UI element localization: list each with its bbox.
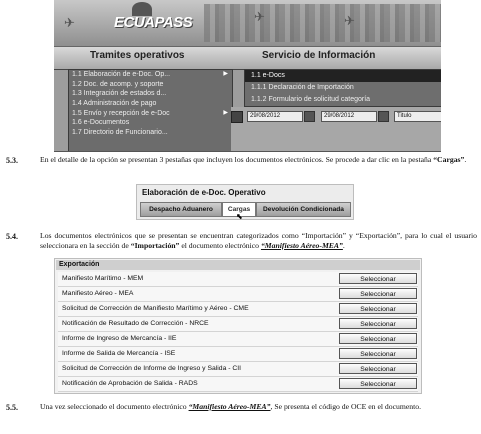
section-number: 5.4.	[6, 232, 18, 241]
table-row	[58, 377, 418, 392]
tab-servicio-informacion[interactable]: Servicio de Información	[262, 50, 376, 61]
tab-despacho-aduanero[interactable]: Despacho Aduanero	[140, 202, 222, 217]
select-button[interactable]: Seleccionar	[339, 363, 417, 374]
section-number: 5.3.	[6, 156, 18, 165]
menu-item-label: 1.1 Elaboración de e-Doc. Op...	[72, 71, 171, 78]
menu-item[interactable]	[69, 89, 232, 99]
section-paragraph	[40, 155, 477, 165]
main-tabs	[54, 46, 441, 70]
airplane-icon: ✈	[344, 14, 355, 29]
airplane-icon: ✈	[254, 10, 265, 25]
table-row	[58, 272, 418, 287]
menu-item[interactable]	[69, 109, 232, 119]
date-to-field[interactable]: 29/08/2012	[321, 111, 377, 122]
section-number: 5.5.	[6, 403, 18, 412]
submenu-item-edocs[interactable]: 1.1 e-Docs	[245, 70, 441, 82]
document-label: Informe de Ingreso de Mercancía - IIE	[62, 335, 177, 342]
menu-item-label: 1.4 Administración de pago	[72, 100, 157, 108]
table-row	[58, 287, 418, 302]
panel-title: Elaboración de e-Doc. Operativo	[142, 188, 266, 197]
menu-item-label: 1.6 e-Documentos	[72, 119, 130, 127]
airplane-icon: ✈	[64, 16, 75, 31]
paragraph-emphasis: “Cargas”	[433, 155, 465, 164]
ecuapass-logo: ECUAPASS	[114, 14, 193, 31]
paragraph-text: En el detalle de la opción se presentan 3 pestañas que incluyen los documentos electrónicos. Se procede a dar clic en la pestaña	[40, 155, 434, 164]
section-paragraph	[40, 231, 477, 250]
calendar-icon[interactable]	[304, 111, 315, 122]
document-name-emphasis: “Manifiesto Aéreo-MEA”	[260, 240, 343, 250]
ecuapass-banner	[54, 0, 441, 46]
date-filter-bar	[231, 107, 441, 151]
tab-devolucion-condicionada[interactable]: Devolución Condicionada	[256, 202, 351, 217]
select-button[interactable]: Seleccionar	[339, 333, 417, 344]
calendar-icon[interactable]	[378, 111, 389, 122]
document-label: Notificación de Aprobación de Salida - RADS	[62, 380, 198, 387]
tramites-menu	[68, 69, 233, 152]
paragraph-text: el documento electrónico	[179, 240, 261, 250]
submenu-item[interactable]: 1.1.1 Declaración de Importación	[251, 84, 354, 91]
document-label: Solicitud de Corrección de Informe de Ingreso y Salida - CII	[62, 365, 242, 372]
date-from-field[interactable]: 29/08/2012	[247, 111, 303, 122]
tab-cargas[interactable]: Cargas	[222, 202, 256, 217]
chevron-right-icon: ▶	[223, 109, 228, 116]
dropdown-icon[interactable]	[231, 111, 243, 123]
document-label: Manifiesto Aéreo - MEA	[62, 290, 134, 297]
select-button[interactable]: Seleccionar	[339, 348, 417, 359]
search-type-field[interactable]: Titulo	[394, 111, 441, 122]
table-row	[58, 302, 418, 317]
table-row	[58, 317, 418, 332]
menu-item-label: 1.5 Envío y recepción de e-Doc	[72, 109, 170, 117]
submenu	[244, 69, 441, 107]
paragraph-text: .	[342, 240, 345, 250]
paragraph-text: .	[464, 155, 467, 164]
document-label: Informe de Salida de Mercancía - ISE	[62, 350, 176, 357]
submenu-item[interactable]: 1.1.2 Formulario de solicitud categoría	[251, 96, 371, 103]
document-label: Solicitud de Corrección de Manifiesto Marítimo y Aéreo - CME	[62, 305, 249, 312]
menu-item[interactable]	[69, 128, 232, 138]
ecuapass-screenshot	[54, 0, 441, 152]
paragraph-text: Los documentos electrónicos que se presentan se encuentran categorizados como “Importación” y “Exportación”, para lo cual el usuario seleccionara en la sección de	[40, 231, 477, 250]
select-button[interactable]: Seleccionar	[339, 288, 417, 299]
document-label: Notificación de Resultado de Corrección - NRCE	[62, 320, 209, 327]
menu-item-label: 1.2 Doc. de acomp. y soporte	[72, 80, 164, 88]
select-button[interactable]: Seleccionar	[339, 303, 417, 314]
document-name-emphasis: “Manifiesto Aéreo-MEA”	[188, 402, 271, 411]
chevron-right-icon: ▶	[223, 71, 228, 77]
menu-item[interactable]	[69, 99, 232, 109]
menu-item[interactable]	[69, 80, 232, 90]
city-skyline-image	[204, 4, 441, 42]
edoc-tabs-screenshot	[136, 184, 354, 220]
paragraph-text: , Se presenta el código de OCE en el documento.	[270, 402, 422, 411]
document-label: Manifiesto Marítimo - MEM	[62, 275, 144, 282]
table-row	[58, 332, 418, 347]
mouse-pointer-icon: ⬉	[236, 212, 243, 221]
menu-item[interactable]	[69, 70, 232, 80]
paragraph-text: Una vez seleccionado el documento electrónico	[40, 402, 189, 411]
menu-item-label: 1.7 Directorio de Funcionario...	[72, 129, 168, 137]
table-row	[58, 362, 418, 377]
section-paragraph	[40, 402, 477, 412]
menu-item-label: 1.3 Integración de estados d...	[72, 90, 167, 98]
export-documents-screenshot	[54, 258, 422, 394]
select-button[interactable]: Seleccionar	[339, 318, 417, 329]
tab-tramites[interactable]: Tramites operativos	[90, 50, 185, 61]
export-section-header: Exportación	[56, 260, 420, 270]
paragraph-emphasis: “Importación”	[130, 240, 180, 250]
select-button[interactable]: Seleccionar	[339, 273, 417, 284]
table-row	[58, 347, 418, 362]
select-button[interactable]: Seleccionar	[339, 378, 417, 389]
menu-item[interactable]	[69, 118, 232, 128]
